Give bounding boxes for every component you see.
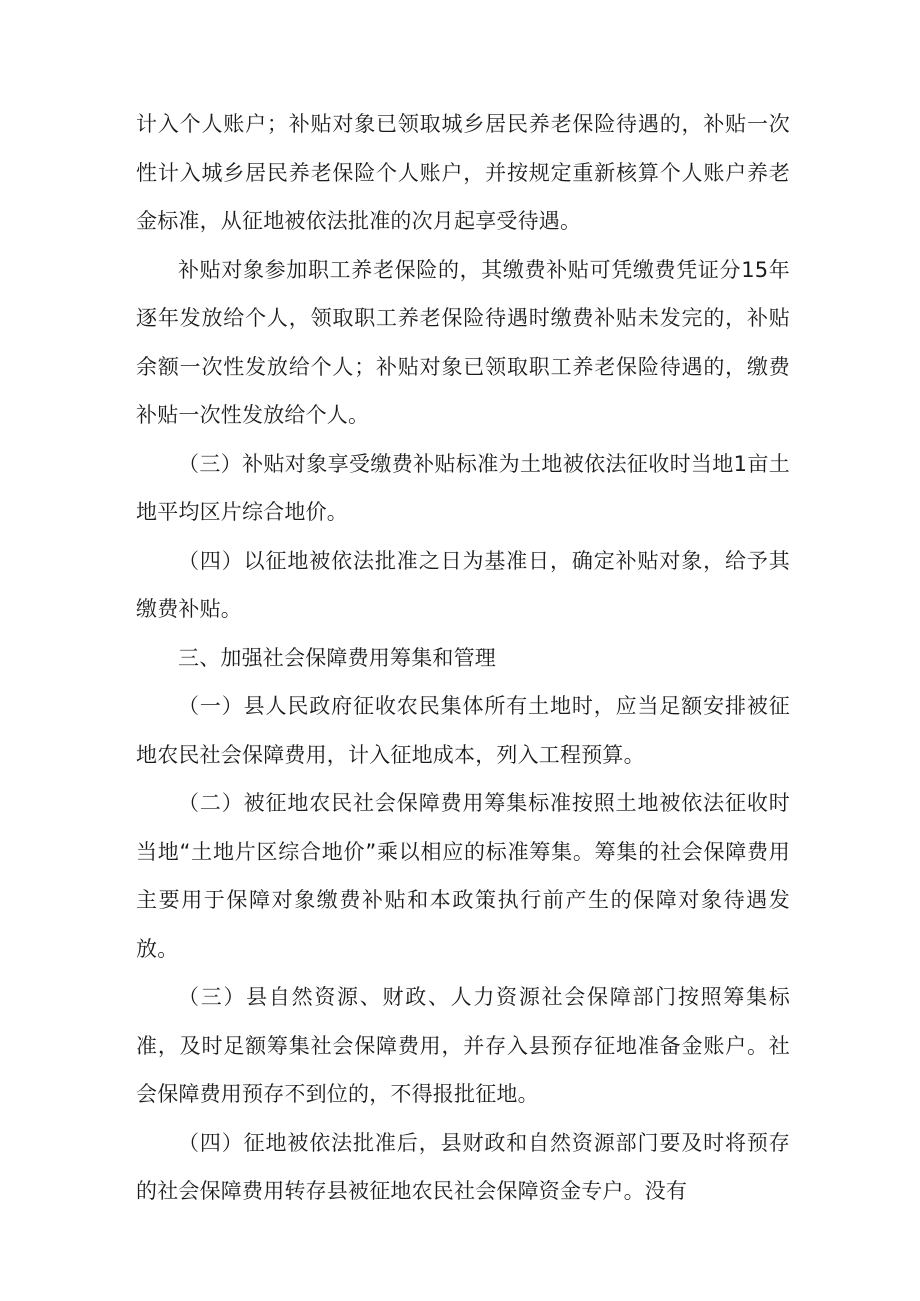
- paragraph-base-date: （四）以征地被依法批准之日为基准日，确定补贴对象，给予其缴费补贴。: [136, 548, 790, 621]
- section-heading-3: 三、加强社会保障费用筹集和管理: [178, 645, 496, 670]
- paragraph-departments: （三）县自然资源、财政、人力资源社会保障部门按照筹集标准，及时足额筹集社会保障费用，并存入县预存征地准备金账户。社会保障费用预存不到位的，不得报批征地。: [136, 985, 790, 1106]
- paragraph-funding-standard: （二）被征地农民社会保障费用筹集标准按照土地被依法征收时当地“土地片区综合地价”乘以相应的标准筹集。筹集的社会保障费用主要用于保障对象缴费补贴和本政策执行前产生的保障对象待遇发放。: [136, 791, 790, 961]
- paragraph-county-government: （一）县人民政府征收农民集体所有土地时，应当足额安排被征地农民社会保障费用，计入征地成本，列入工程预算。: [136, 694, 790, 767]
- paragraph-subsidy-standard: （三）补贴对象享受缴费补贴标准为土地被依法征收时当地1亩土地平均区片综合地价。: [136, 451, 790, 524]
- paragraph-transfer: （四）征地被依法批准后，县财政和自然资源部门要及时将预存的社会保障费用转存县被征地农民社会保障资金专户。没有: [136, 1130, 790, 1203]
- document-body: [136, 100, 790, 1216]
- paragraph-continued: 计入个人账户；补贴对象已领取城乡居民养老保险待遇的，补贴一次性计入城乡居民养老保险个人账户，并按规定重新核算个人账户养老金标准，从征地被依法批准的次月起享受待遇。: [136, 112, 790, 233]
- paragraph-employee-pension: 补贴对象参加职工养老保险的，其缴费补贴可凭缴费凭证分15年逐年发放给个人，领取职工养老保险待遇时缴费补贴未发完的，补贴余额一次性发放给个人；补贴对象已领取职工养老保险待遇的，缴费补贴一次性发放给个人。: [136, 257, 790, 427]
